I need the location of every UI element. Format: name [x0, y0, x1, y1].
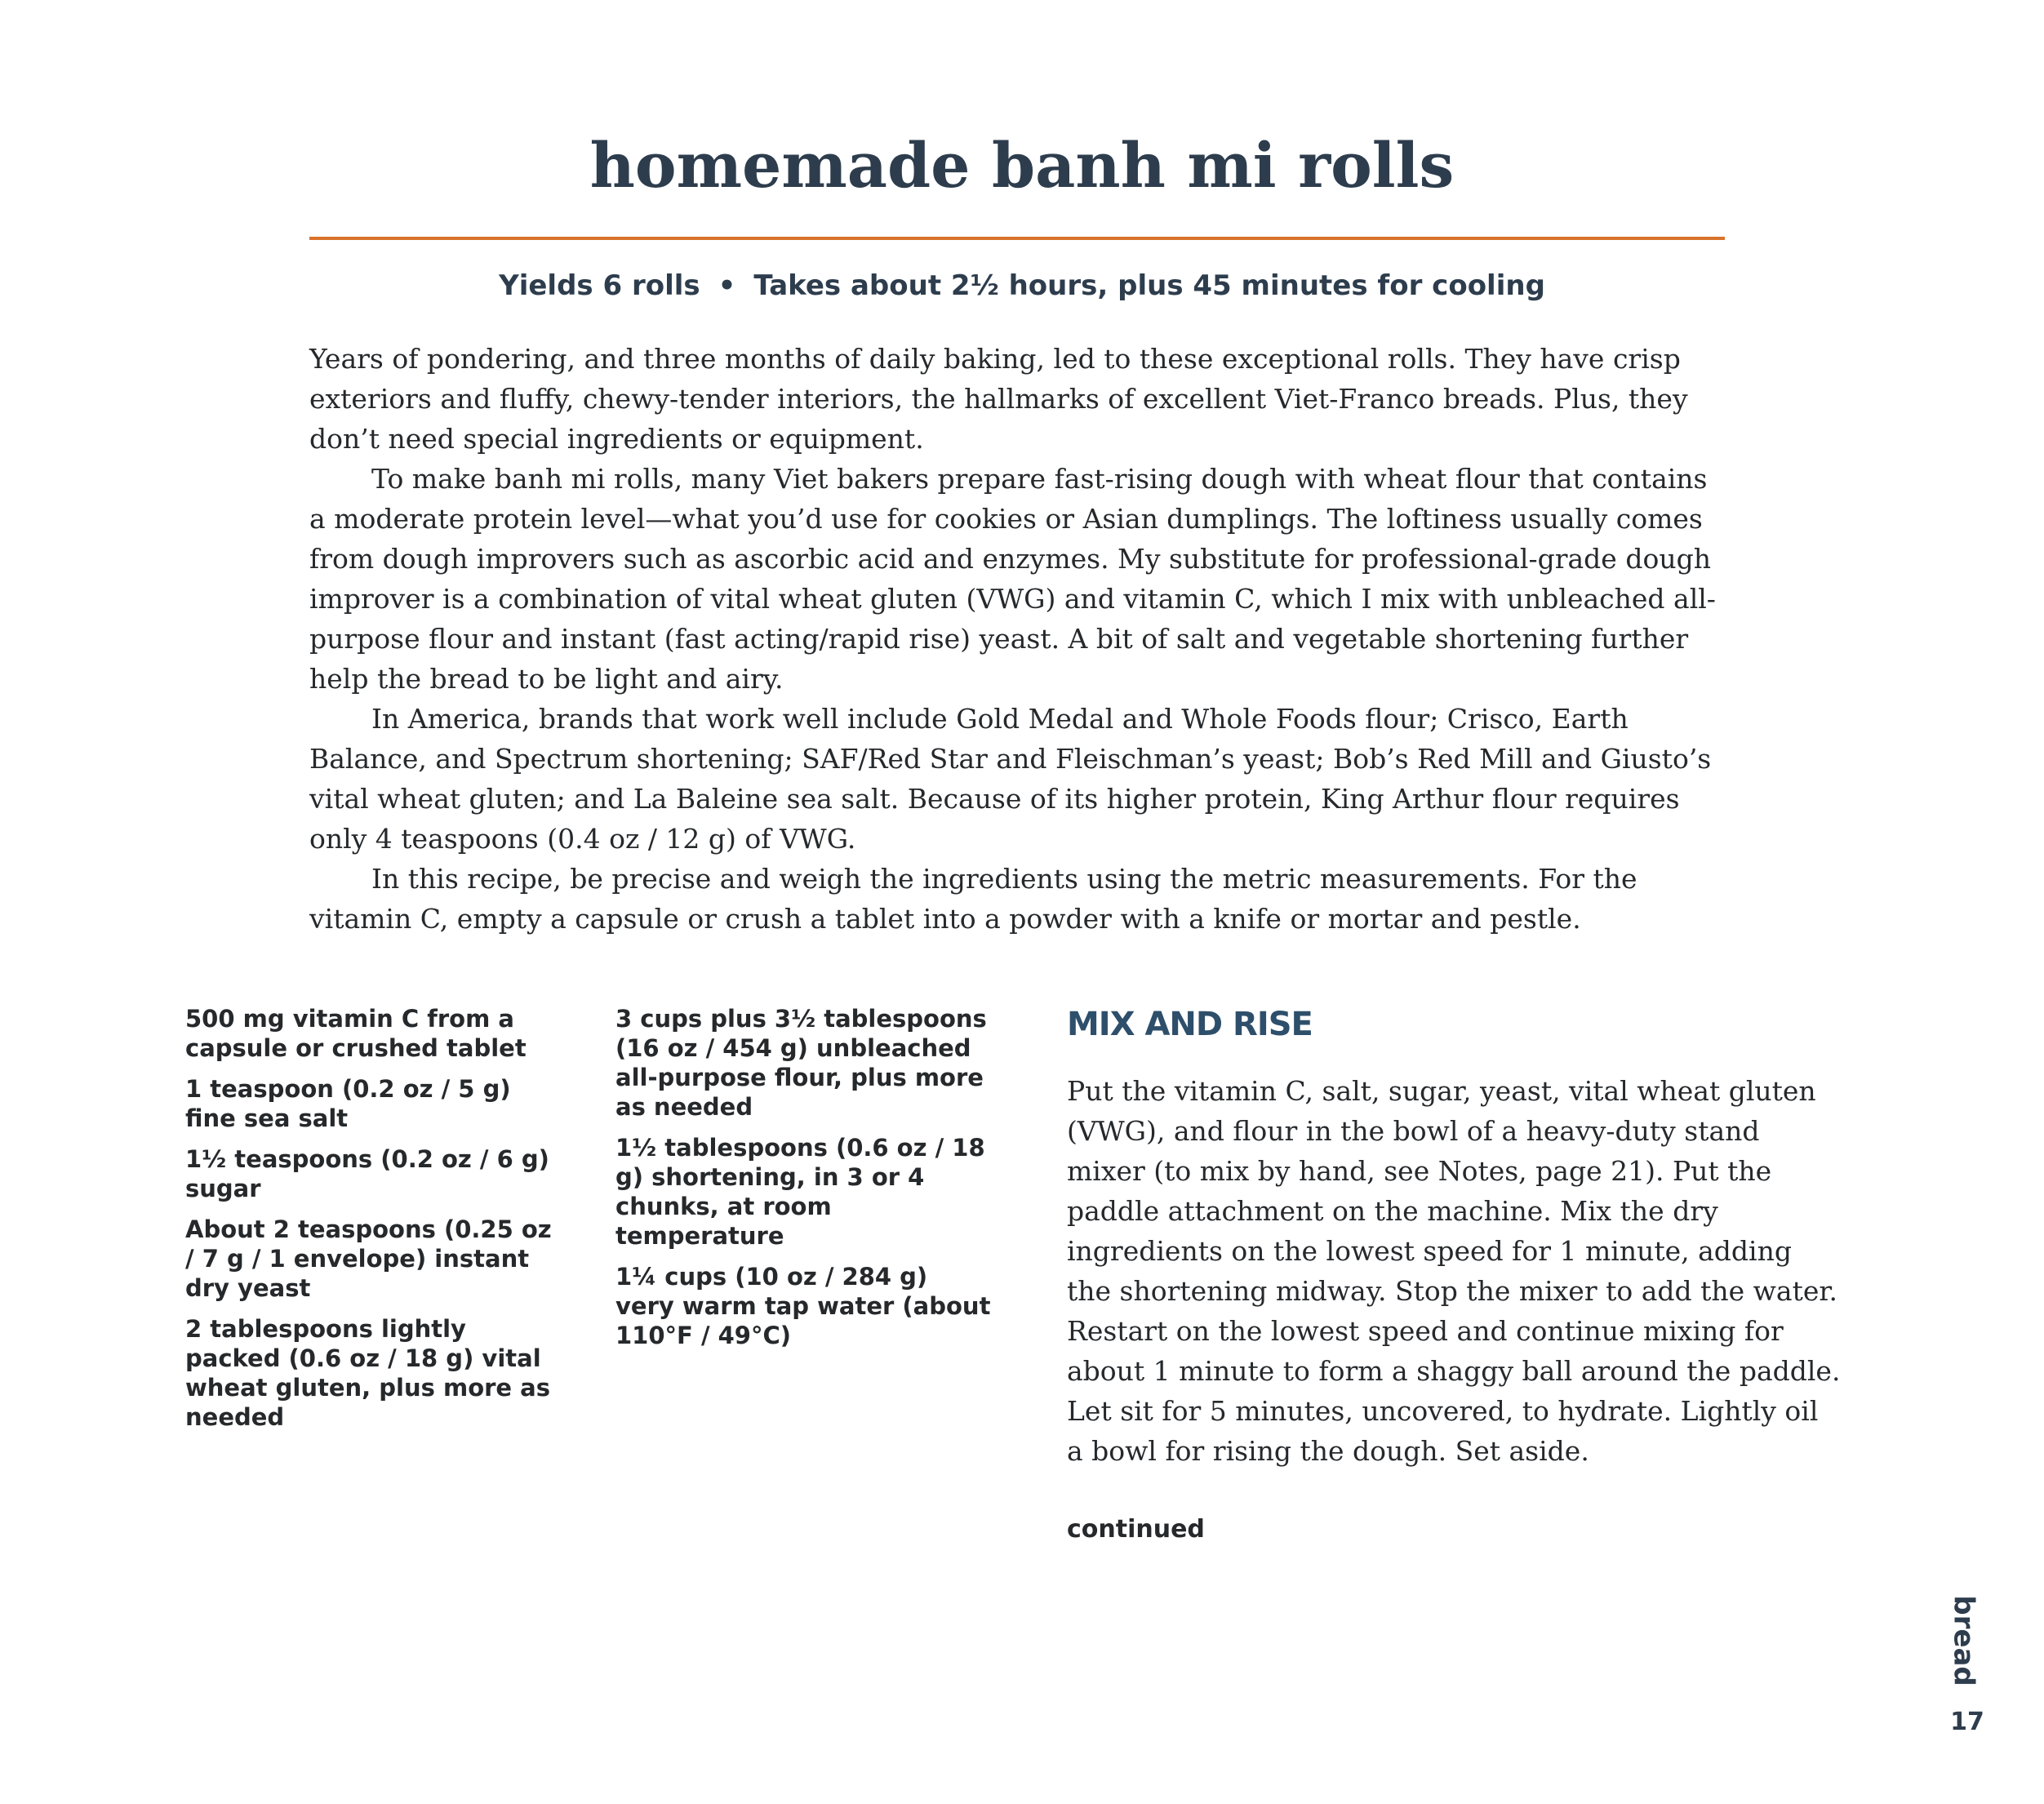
continued-label: continued	[1067, 1515, 1205, 1544]
intro-text	[309, 339, 1730, 939]
recipe-title: homemade banh mi rolls	[589, 129, 1455, 202]
ingredients-column-1	[185, 1004, 553, 1443]
chapter-tab-label: bread	[1948, 1595, 1981, 1686]
title-rule	[309, 237, 1725, 240]
page-number: 17	[1950, 1708, 1984, 1736]
ingredient-item: 1½ teaspoons (0.2 oz / 6 g) sugar	[185, 1145, 549, 1202]
ingredient-item: 2 tablespoons lightly packed (0.6 oz / 18 g) vital wheat gluten, plus more as needed	[185, 1315, 551, 1431]
yield-line	[0, 269, 2044, 302]
yield-separator: •	[718, 269, 736, 302]
time-text: Takes about 2½ hours, plus 45 minutes for cooling	[753, 269, 1545, 302]
intro-paragraph: Years of pondering, and three months of daily baking, led to these exceptional rolls. They have crisp exteriors and fluffy, chewy-tender interiors, the hallmarks of excellent Viet-Franco breads. Plus, they don’t need special ingredients or equipment.	[309, 343, 1688, 455]
intro-paragraph: In America, brands that work well include Gold Medal and Whole Foods flour; Crisco, Earth Balance, and Spectrum shortening; SAF/Red Star and Fleischman’s yeast; Bob’s Red Mill and Giusto’s vital wheat gluten; and La Baleine sea salt. Because of its higher protein, King Arthur flour requires only 4 teaspoons (0.4 oz / 12 g) of VWG.	[309, 703, 1712, 855]
ingredient-item: 500 mg vitamin C from a capsule or crushed tablet	[185, 1005, 527, 1062]
ingredient-item: 1½ tablespoons (0.6 oz / 18 g) shortening, in 3 or 4 chunks, at room temperature	[615, 1134, 985, 1250]
method-text: Put the vitamin C, salt, sugar, yeast, vital wheat gluten (VWG), and flour in the bowl of a heavy-duty stand mixer (to mix by hand, see Notes, page 21). Put the paddle attachment on the machine. Mix the dry ingredients on the lowest speed for 1 minute, adding the shortening midway. Stop the mixer to add the water. Restart on the lowest speed and continue mixing for about 1 minute to form a shaggy ball around the paddle. Let sit for 5 minutes, uncovered, to hydrate. Lightly oil a bowl for rising the dough. Set aside.	[1067, 1075, 1841, 1467]
ingredient-item: 1¼ cups (10 oz / 284 g) very warm tap water (about 110°F / 49°C)	[615, 1263, 991, 1349]
ingredients-column-2	[615, 1004, 991, 1362]
intro-paragraph: In this recipe, be precise and weigh the ingredients using the metric measurements. For the vitamin C, empty a capsule or crush a tablet into a powder with a knife or mortar and pestle.	[309, 863, 1637, 935]
chapter-tab	[1931, 1595, 1997, 1686]
ingredient-item: 3 cups plus 3½ tablespoons (16 oz / 454 g) unbleached all-purpose flour, plus more as needed	[615, 1005, 987, 1121]
ingredient-item: About 2 teaspoons (0.25 oz / 7 g / 1 envelope) instant dry yeast	[185, 1215, 552, 1302]
section-heading: MIX AND RISE	[1067, 1006, 1313, 1043]
ingredient-item: 1 teaspoon (0.2 oz / 5 g) fine sea salt	[185, 1075, 511, 1132]
yield-text: Yields 6 rolls	[499, 269, 700, 302]
intro-paragraph: To make banh mi rolls, many Viet bakers prepare fast-rising dough with wheat flour that contains a moderate protein level—what you’d use for cookies or Asian dumplings. The loftiness usually comes from dough improvers such as ascorbic acid and enzymes. My substitute for professional-grade dough improver is a combination of vital wheat gluten (VWG) and vitamin C, which I mix with unbleached all-purpose flour and instant (fast acting/rapid rise) yeast. A bit of salt and vegetable shortening further help the bread to be light and airy.	[309, 463, 1716, 695]
